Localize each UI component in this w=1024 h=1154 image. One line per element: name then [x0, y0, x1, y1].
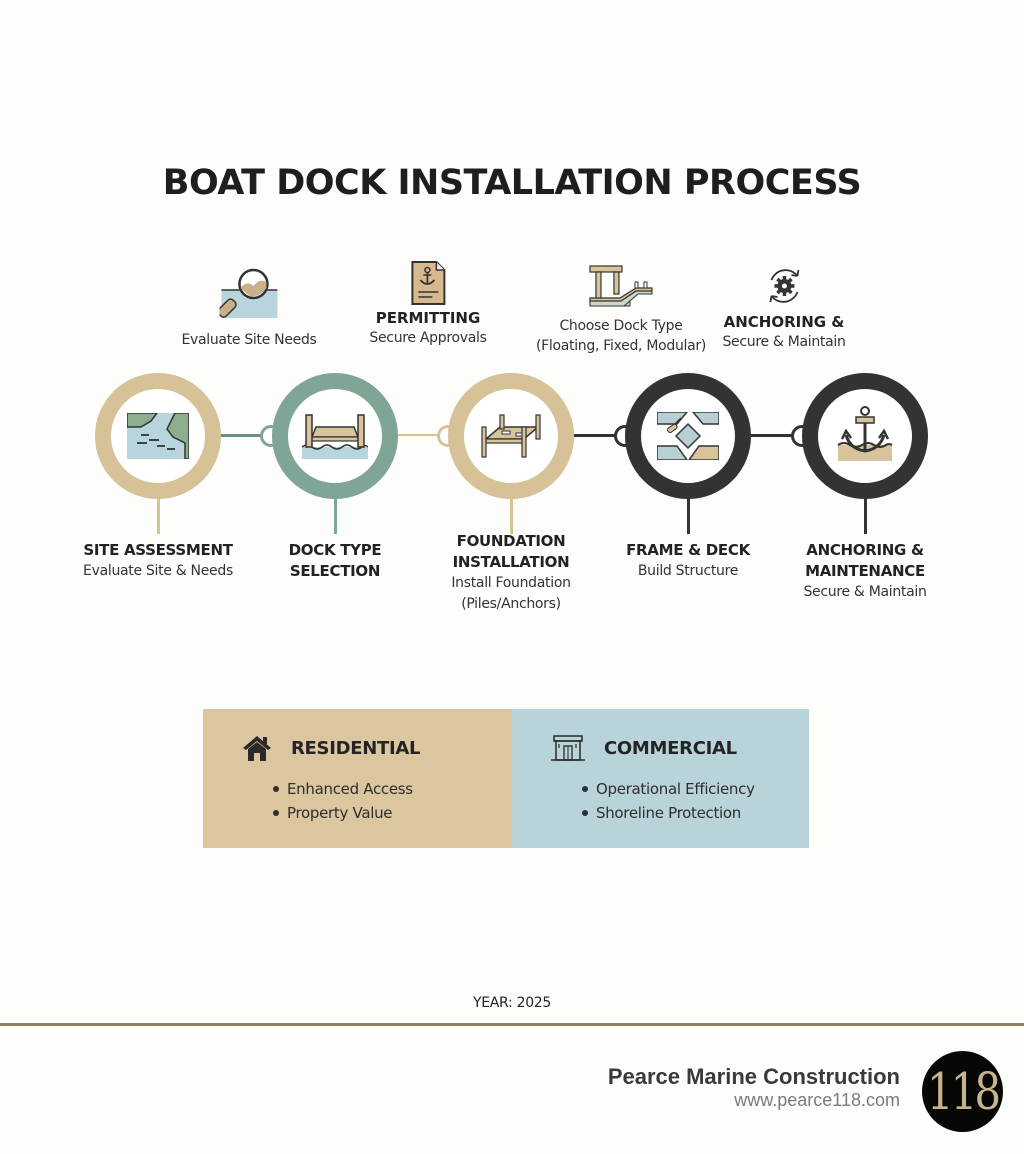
list-item: Operational Efficiency	[582, 777, 755, 801]
top-item-sub2: (Floating, Fixed, Modular)	[535, 338, 707, 354]
list-item: Enhanced Access	[273, 777, 413, 801]
step-label-site-assessment	[83, 540, 233, 582]
step-ring-frame-deck	[625, 373, 751, 499]
storefront-icon	[550, 734, 586, 762]
company-logo	[922, 1051, 1003, 1132]
stem-line	[334, 496, 337, 534]
top-item-sub: Choose Dock Type	[559, 318, 683, 334]
stem-line	[864, 496, 867, 534]
foundation-piles-icon	[480, 413, 542, 459]
frame-deck-icon	[657, 412, 719, 460]
top-item-heading: ANCHORING &	[723, 313, 845, 331]
step-heading2: INSTALLATION	[452, 553, 570, 571]
top-item-sub: Secure & Maintain	[722, 334, 846, 350]
dock-pier-icon	[588, 264, 654, 308]
top-item-site-needs	[181, 266, 316, 350]
step-label-anchoring	[803, 540, 926, 603]
list-item: Shoreline Protection	[582, 801, 755, 825]
step-label-foundation	[451, 531, 570, 615]
house-icon	[241, 734, 273, 762]
top-item-heading: PERMITTING	[375, 309, 481, 327]
page-title: BOAT DOCK INSTALLATION PROCESS	[162, 163, 862, 203]
permit-document-anchor-icon	[408, 260, 448, 306]
commercial-list	[582, 777, 755, 825]
step-sub: Secure & Maintain	[803, 584, 927, 600]
magnifier-shoreline-icon	[219, 266, 279, 322]
residential-label: RESIDENTIAL	[291, 737, 421, 759]
commercial-panel	[512, 709, 809, 848]
top-item-permitting	[369, 260, 486, 348]
step-ring-foundation	[448, 373, 574, 499]
top-item-anchoring	[722, 266, 845, 352]
company-url[interactable]: www.pearce118.com	[734, 1090, 900, 1110]
commercial-label: COMMERCIAL	[604, 737, 737, 759]
anchor-icon	[836, 405, 894, 467]
step-label-frame-deck	[626, 540, 750, 582]
brand-block	[608, 1064, 900, 1111]
list-item: Property Value	[273, 801, 413, 825]
step-sub: Install Foundation	[451, 575, 571, 591]
step-sub2: (Piles/Anchors)	[461, 596, 561, 612]
top-item-sub: Evaluate Site Needs	[181, 332, 317, 348]
company-name: Pearce Marine Construction	[607, 1064, 900, 1089]
step-sub: Build Structure	[637, 563, 739, 579]
top-item-sub: Secure Approvals	[369, 330, 487, 346]
stem-line	[510, 496, 513, 534]
step-heading: ANCHORING &	[806, 541, 924, 559]
step-ring-dock-type	[272, 373, 398, 499]
residential-panel	[203, 709, 512, 848]
year-label: YEAR: 2025	[472, 995, 552, 1011]
footer-divider	[0, 1023, 1024, 1026]
floating-dock-icon	[302, 413, 368, 459]
residential-list	[273, 777, 413, 825]
top-item-dock-type	[536, 264, 706, 356]
step-heading: SITE ASSESSMENT	[83, 541, 233, 559]
step-heading2: SELECTION	[289, 562, 381, 580]
step-heading2: MAINTENANCE	[805, 562, 925, 580]
step-heading: FOUNDATION	[456, 532, 566, 550]
step-sub: Evaluate Site & Needs	[83, 563, 233, 579]
gear-cycle-icon	[763, 266, 805, 306]
step-ring-anchoring	[802, 373, 928, 499]
stem-line	[687, 496, 690, 534]
logo-text: 118	[926, 1062, 999, 1121]
commercial-header	[550, 734, 737, 762]
stem-line	[157, 496, 160, 534]
step-heading: DOCK TYPE	[288, 541, 382, 559]
step-ring-site-assessment	[95, 373, 221, 499]
residential-header	[241, 734, 420, 762]
shoreline-map-icon	[127, 413, 189, 459]
step-heading: FRAME & DECK	[626, 541, 750, 559]
step-label-dock-type	[289, 540, 382, 582]
